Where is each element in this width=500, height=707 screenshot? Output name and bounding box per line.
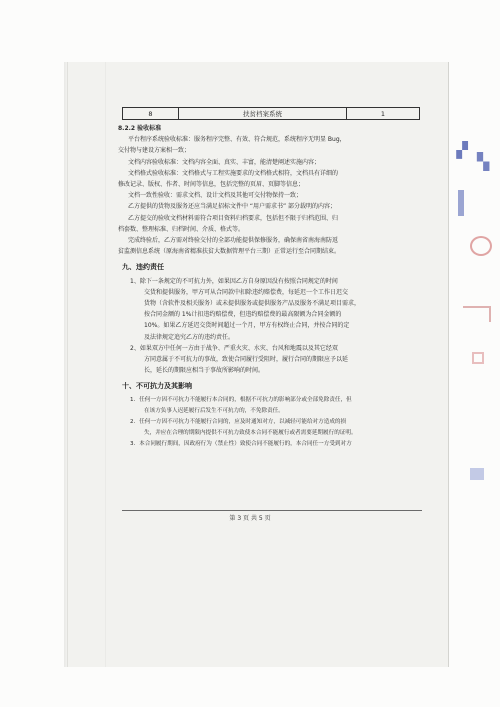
red-seal-mark (470, 236, 492, 256)
list-item-line: 3．本合同履行期间，因政府行为（禁止性）致使合同不能履行的，本合同任一方受到对方 (130, 441, 352, 448)
red-seal-fragment (472, 352, 484, 364)
blue-stamp-bar (458, 190, 464, 216)
list-item-line: 货物（含软件及相关服务）或未提供服务或提供服务产品及服务不满足项目需求， (144, 300, 361, 308)
list-item-line: 按合同金额的 1%计扣违约赔偿费，但违约赔偿费的最高限额为合同金额的 (144, 311, 342, 319)
paragraph-line: 文档格式验收标准：文档格式与工程实施要求的文档格式相符，文档具有详细的 (128, 169, 339, 177)
blue-stamp-mark: ▞ (456, 141, 468, 159)
red-seal-fragment (463, 306, 491, 322)
header-title-cell: 扶贫档案系统 (178, 108, 346, 119)
list-item-line: 及法律规定追究乙方的违约责任。 (144, 333, 235, 341)
paragraph-line: 乙方提供的货物及服务还应当满足招标文件中 “用户需求书” 部分载明的内容； (128, 203, 337, 211)
list-item-line: 在该方负事人迟延履行后发生不可抗力的，不免除责任。 (144, 407, 284, 414)
paper-fold-shadow (105, 62, 106, 667)
list-item-line: 1．任何一方因不可抗力不能履行本合同的，根据不可抗力的影响部分或全部免除责任，但 (130, 396, 352, 403)
header-right-cell: 1 (346, 108, 419, 119)
section-heading-breach: 九、违约责任 (122, 263, 164, 272)
paragraph-line: 修改记录、版权、作者、时间等信息，包括完整的页眉、页脚等信息； (118, 181, 305, 189)
page-header-table (122, 107, 420, 120)
paragraph-line: 交付物与建设方案相一致； (118, 147, 191, 155)
paragraph-line: 贫监测信息系统（原海南省精准扶贫大数据管理平台三期）正常运行至合同期结束。 (118, 248, 341, 256)
list-item-line: 1、除下一条规定的不可抗力外，如果因乙方自身原因没有按照合同规定的时间 (130, 277, 338, 285)
list-item-line: 交货和提供服务，甲方可从合同款中扣除违约赔偿费，每延迟一个工作日迟交 (144, 288, 349, 296)
paragraph-line: 档套数、整理标准、归档时间、介质、格式等。 (118, 225, 245, 233)
list-item-line: 失，并应在合理的期限内提供不可抗力致使本合同不能履行或者需要延期履行的证明。 (144, 430, 357, 437)
blue-stamp-mark: ▚ (476, 152, 490, 171)
list-item-line: 2．任何一方因不可抗力不能履行合同的，应及时通知对方，以减轻可能给对方造成的损 (130, 419, 347, 426)
blue-stamp-fragment (470, 468, 484, 480)
list-item-line: 10%。如果乙方延迟交货时间超过一个月，甲方有权终止合同，并按合同的定 (144, 322, 350, 330)
subsection-heading: 8.2.2 验收标准 (118, 125, 162, 132)
list-item-line: 方同意属于不可抗力的事故，致使合同履行受阻时，履行合同的期限应予以延 (144, 356, 349, 364)
list-item-line: 长，延长的期限应相当于事故所影响的时间。 (144, 367, 265, 375)
header-left-cell: 8 (148, 109, 153, 118)
paragraph-line: 文档一致性验收：需求文档、设计文档及其他可交付物保持一致； (128, 192, 303, 200)
document-body (118, 123, 424, 451)
page-number: 第 3 页 共 5 页 (229, 515, 271, 522)
paragraph-line: 乙方提交的验收文档材料需符合项目资料归档要求，包括但不限于归档范围、归 (128, 214, 339, 222)
section-heading-force-majeure: 十、不可抗力及其影响 (122, 382, 192, 391)
footer-rule (122, 510, 422, 511)
paragraph-line: 完成终验后，乙方需对终验交付的全部功能提供保修服务，确保南省南海南防返 (128, 237, 339, 245)
paragraph-line: 文档内容验收标准：文档内容全面、真实、丰富，能清楚阐述实施内容； (128, 158, 321, 166)
paragraph-line: 平台程序系统验收标准：服务程序完整、有效、符合规范，系统程序无明显 Bug， (128, 136, 346, 144)
list-item-line: 2、如果双方中任何一方由于战争、严重火灾、水灾、台风和地震以及其它经双 (130, 344, 338, 352)
